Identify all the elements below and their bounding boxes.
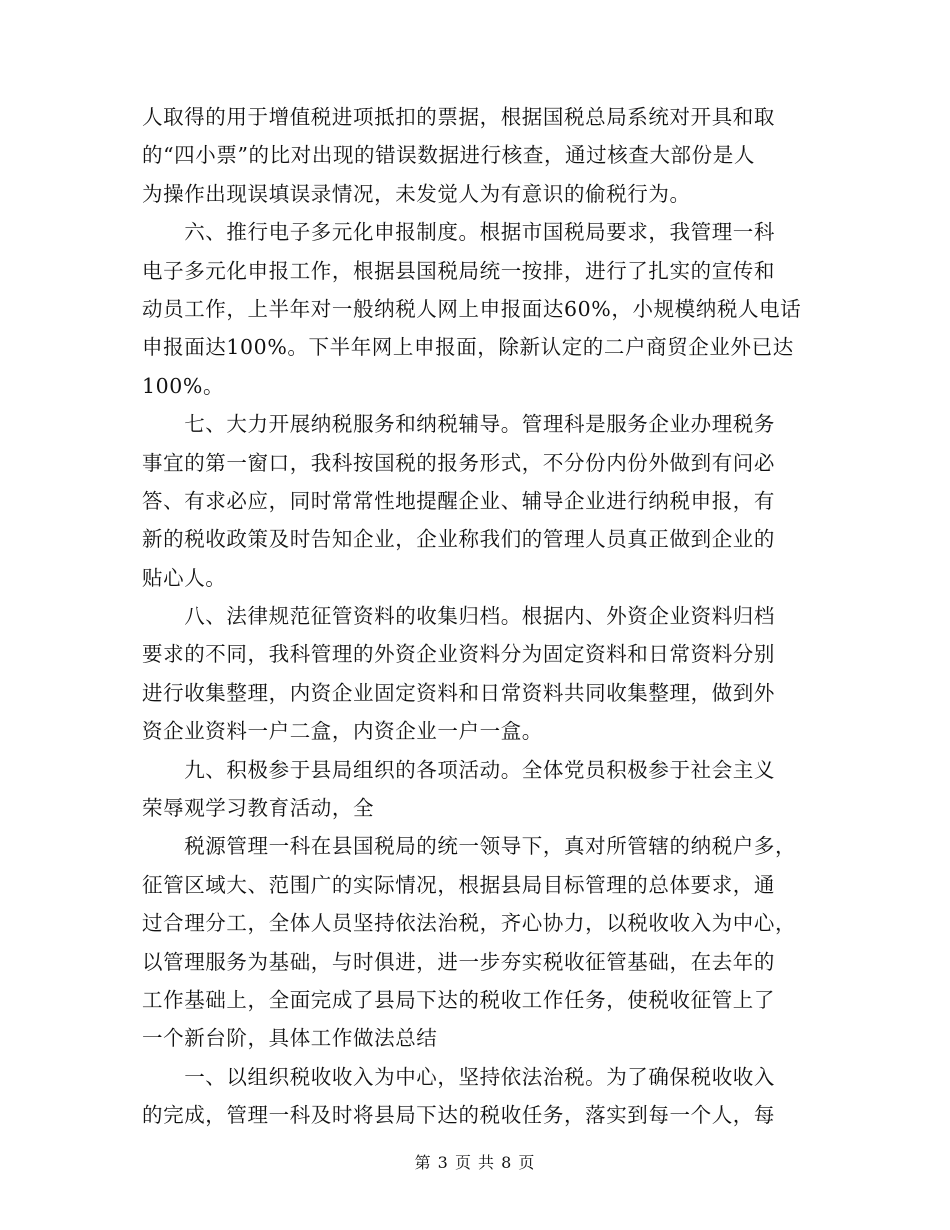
text-line: 贴心人。 [142, 565, 227, 590]
text-line: 要求的不同，我科管理的外资企业资料分为固定资料和日常资料分别 [142, 642, 775, 667]
text-line: 100%。 [142, 373, 225, 398]
text-line: 答、有求必应，同时常常性地提醒企业、辅导企业进行纳税申报，有 [142, 488, 775, 513]
text-line: 一、以组织税收收入为中心，坚持依法治税。为了确保税收收入 [142, 1064, 775, 1089]
text-line: 七、大力开展纳税服务和纳税辅导。管理科是服务企业办理税务 [142, 412, 775, 437]
text-line: 荣辱观学习教育活动，全 [142, 796, 375, 821]
text-line: 的“四小票”的比对出现的错误数据进行核查，通过核查大部份是人 [142, 143, 755, 168]
body-text [142, 98, 818, 1135]
text-line: 申报面达100%。下半年网上申报面，除新认定的二户商贸企业外已达 [142, 335, 794, 360]
text-line: 的完成，管理一科及时将县局下达的税收任务，落实到每一个人，每 [142, 1103, 775, 1128]
text-line: 动员工作，上半年对一般纳税人网上申报面达60%，小规模纳税人电话 [142, 296, 802, 321]
text-line: 一个新台阶，具体工作做法总结 [142, 1026, 438, 1051]
text-line: 电子多元化申报工作，根据县国税局统一按排，进行了扎实的宣传和 [142, 258, 775, 283]
text-line: 人取得的用于增值税进项抵扣的票据，根据国税总局系统对开具和取 [142, 105, 775, 129]
text-line: 事宜的第一窗口，我科按国税的报务形式，不分份内份外做到有问必 [142, 450, 775, 475]
text-line: 九、积极参于县局组织的各项活动。全体党员积极参于社会主义 [142, 757, 775, 782]
text-line: 税源管理一科在县国税局的统一领导下，真对所管辖的纳税户多， [142, 834, 797, 859]
text-line: 资企业资料一户二盒，内资企业一户一盒。 [142, 719, 543, 744]
text-line: 以管理服务为基础，与时俱进，进一步夯实税收征管基础，在去年的 [142, 949, 775, 974]
text-line: 新的税收政策及时告知企业，企业称我们的管理人员真正做到企业的 [142, 527, 775, 552]
text-line: 为操作出现误填误录情况，未发觉人为有意识的偷税行为。 [142, 181, 691, 206]
text-line: 进行收集整理，内资企业固定资料和日常资料共同收集整理，做到外 [142, 680, 775, 705]
text-line: 征管区域大、范围广的实际情况，根据县局目标管理的总体要求，通 [142, 872, 775, 897]
text-line: 六、推行电子多元化申报制度。根据市国税局要求，我管理一科 [142, 220, 775, 245]
text-line: 工作基础上，全面完成了县局下达的税收工作任务，使税收征管上了 [142, 987, 775, 1012]
text-line: 八、法律规范征管资料的收集归档。根据内、外资企业资料归档 [142, 604, 775, 629]
text-line: 过合理分工，全体人员坚持依法治税，齐心协力，以税收收入为中心， [142, 911, 797, 936]
page-number-footer: 第 3 页 共 8 页 [414, 1153, 536, 1172]
